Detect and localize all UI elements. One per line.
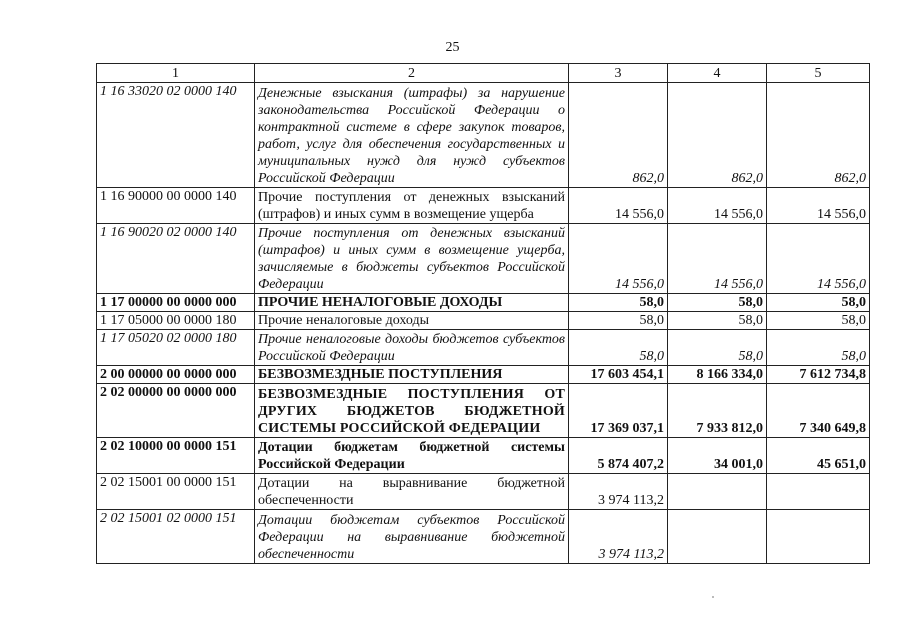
table-row [97, 474, 870, 510]
page-number: 25 [445, 40, 460, 55]
row-value-col5: 7 340 649,8 [767, 384, 870, 438]
row-value-col5: 58,0 [767, 330, 870, 366]
row-value-col5: 45 651,0 [767, 438, 870, 474]
row-value-col4: 34 001,0 [668, 438, 767, 474]
row-description: Прочие неналоговые доходы [255, 312, 569, 330]
budget-table [96, 63, 870, 564]
row-value-col3: 17 369 037,1 [569, 384, 668, 438]
row-value-col3: 58,0 [569, 294, 668, 312]
table-header-row [97, 64, 870, 83]
row-value-col3: 5 874 407,2 [569, 438, 668, 474]
header-cell: 4 [668, 64, 767, 83]
row-value-col4: 8 166 334,0 [668, 366, 767, 384]
row-value-col5: 58,0 [767, 312, 870, 330]
row-description: Денежные взыскания (штрафы) за нарушение законодательства Российской Федерации о контрактной системе в сфере закупок товаров, работ, услуг для обеспечения государственных и муниципальных нужд для нужд субъектов Российской Федерации [255, 83, 569, 188]
row-description: БЕЗВОЗМЕЗДНЫЕ ПОСТУПЛЕНИЯ ОТ ДРУГИХ БЮДЖЕТОВ БЮДЖЕТНОЙ СИСТЕМЫ РОССИЙСКОЙ ФЕДЕРАЦИИ [255, 384, 569, 438]
row-value-col3: 14 556,0 [569, 224, 668, 294]
row-value-col3: 17 603 454,1 [569, 366, 668, 384]
row-value-col4 [668, 510, 767, 564]
row-value-col5: 58,0 [767, 294, 870, 312]
row-value-col3: 862,0 [569, 83, 668, 188]
table-row [97, 294, 870, 312]
row-value-col4: 862,0 [668, 83, 767, 188]
row-value-col4: 14 556,0 [668, 188, 767, 224]
row-description: Дотации бюджетам бюджетной системы Российской Федерации [255, 438, 569, 474]
table-row [97, 224, 870, 294]
row-code: 1 17 00000 00 0000 000 [97, 294, 255, 312]
row-description: Прочие поступления от денежных взысканий (штрафов) и иных сумм в возмещение ущерба, зачисляемые в бюджеты субъектов Российской Федерации [255, 224, 569, 294]
row-value-col4: 7 933 812,0 [668, 384, 767, 438]
row-description: Дотации бюджетам субъектов Российской Федерации на выравнивание бюджетной обеспеченности [255, 510, 569, 564]
row-value-col4: 58,0 [668, 312, 767, 330]
table-row [97, 330, 870, 366]
header-cell: 3 [569, 64, 668, 83]
row-description: Прочие поступления от денежных взысканий (штрафов) и иных сумм в возмещение ущерба [255, 188, 569, 224]
table-row [97, 438, 870, 474]
row-code: 1 16 33020 02 0000 140 [97, 83, 255, 188]
table-row [97, 312, 870, 330]
row-code: 2 02 00000 00 0000 000 [97, 384, 255, 438]
scan-speck [712, 596, 714, 598]
row-value-col5 [767, 474, 870, 510]
row-value-col5 [767, 510, 870, 564]
row-value-col3: 14 556,0 [569, 188, 668, 224]
row-code: 2 00 00000 00 0000 000 [97, 366, 255, 384]
row-value-col3: 58,0 [569, 330, 668, 366]
row-value-col4: 14 556,0 [668, 224, 767, 294]
row-code: 1 16 90000 00 0000 140 [97, 188, 255, 224]
header-cell: 1 [97, 64, 255, 83]
row-value-col3: 3 974 113,2 [569, 474, 668, 510]
row-value-col4: 58,0 [668, 294, 767, 312]
row-description: Дотации на выравнивание бюджетной обеспеченности [255, 474, 569, 510]
row-code: 2 02 10000 00 0000 151 [97, 438, 255, 474]
row-value-col5: 14 556,0 [767, 224, 870, 294]
row-value-col4: 58,0 [668, 330, 767, 366]
row-code: 1 16 90020 02 0000 140 [97, 224, 255, 294]
row-description: Прочие неналоговые доходы бюджетов субъектов Российской Федерации [255, 330, 569, 366]
row-value-col4 [668, 474, 767, 510]
row-code: 1 17 05000 00 0000 180 [97, 312, 255, 330]
row-code: 1 17 05020 02 0000 180 [97, 330, 255, 366]
row-value-col5: 862,0 [767, 83, 870, 188]
row-code: 2 02 15001 02 0000 151 [97, 510, 255, 564]
row-description: ПРОЧИЕ НЕНАЛОГОВЫЕ ДОХОДЫ [255, 294, 569, 312]
table-row [97, 83, 870, 188]
row-value-col3: 58,0 [569, 312, 668, 330]
row-value-col3: 3 974 113,2 [569, 510, 668, 564]
table-row [97, 188, 870, 224]
table-row [97, 384, 870, 438]
table-row [97, 510, 870, 564]
row-code: 2 02 15001 00 0000 151 [97, 474, 255, 510]
row-description: БЕЗВОЗМЕЗДНЫЕ ПОСТУПЛЕНИЯ [255, 366, 569, 384]
row-value-col5: 7 612 734,8 [767, 366, 870, 384]
row-value-col5: 14 556,0 [767, 188, 870, 224]
header-cell: 2 [255, 64, 569, 83]
header-cell: 5 [767, 64, 870, 83]
table-row [97, 366, 870, 384]
